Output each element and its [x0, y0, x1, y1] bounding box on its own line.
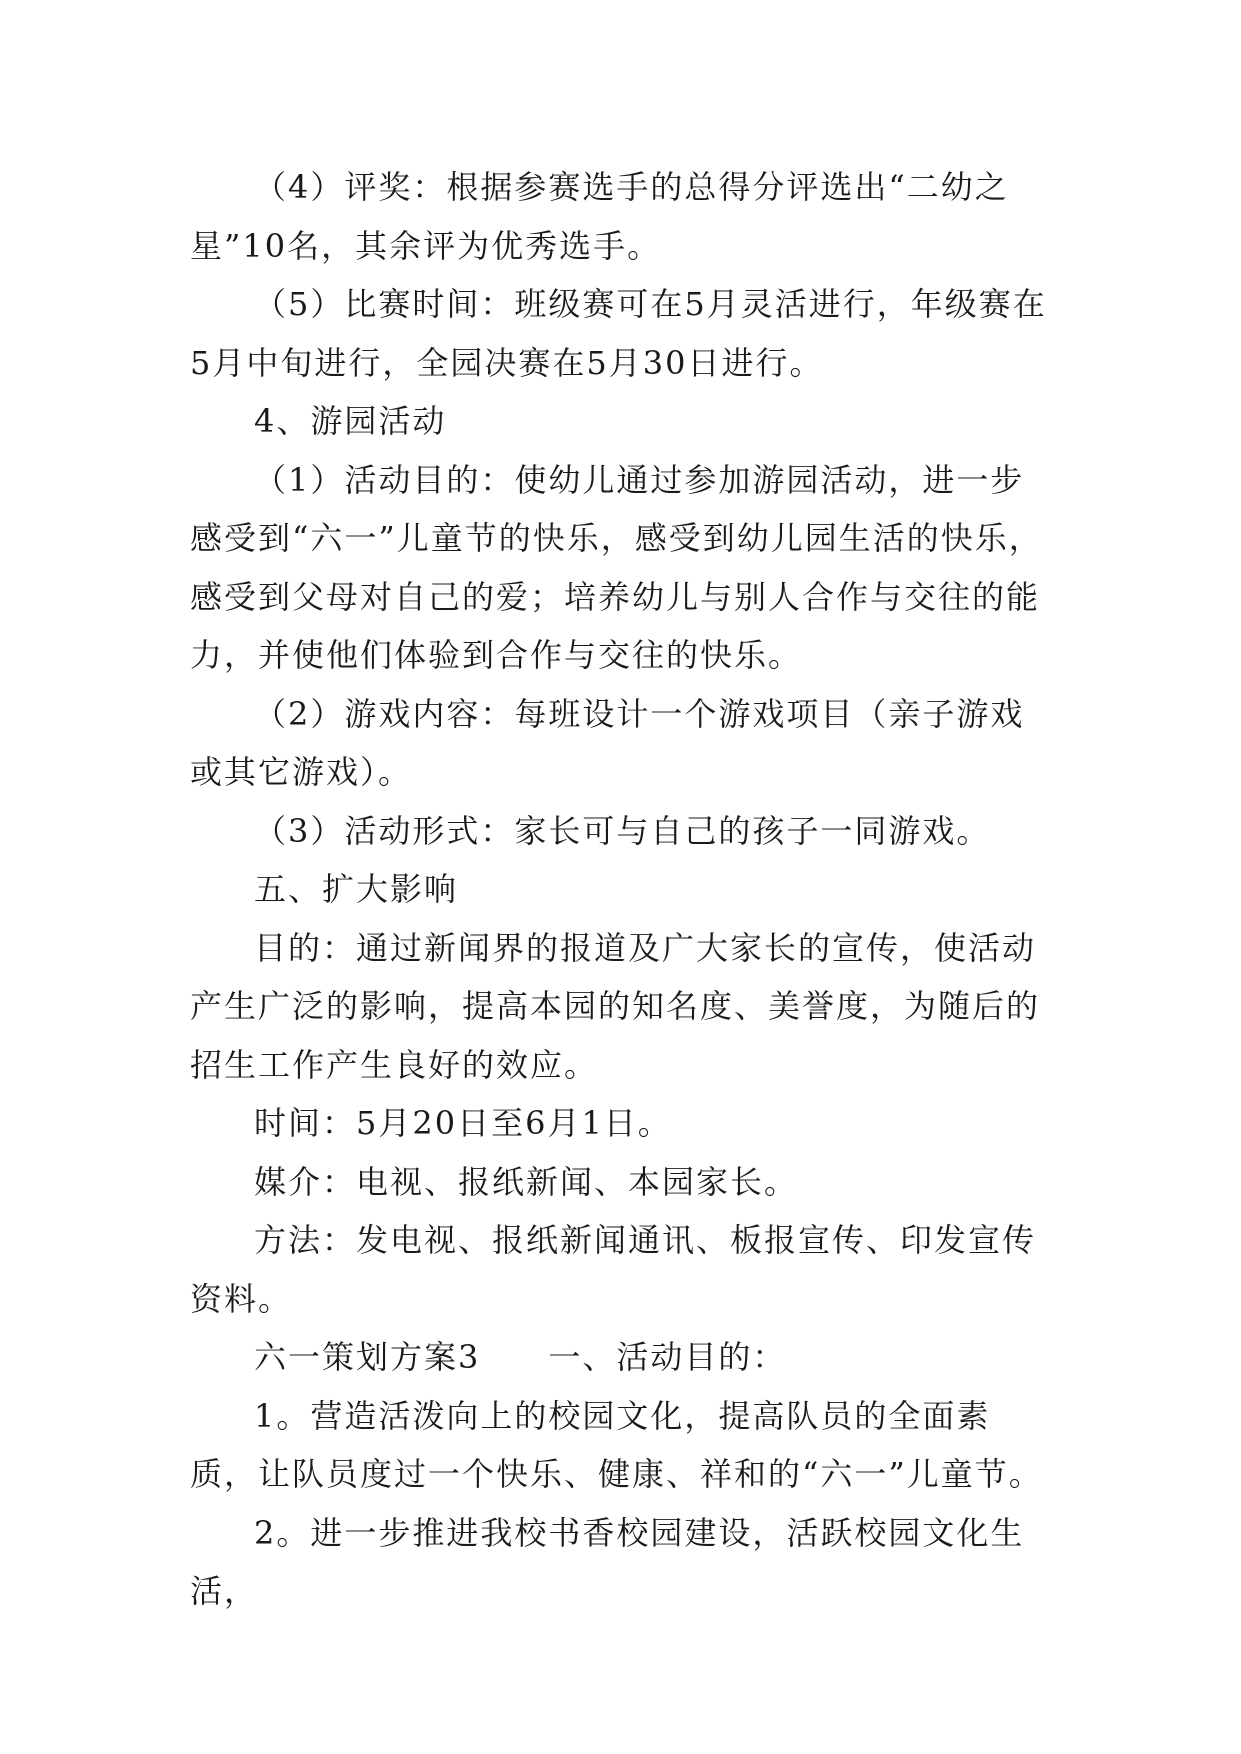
- paragraph-purpose: 目的：通过新闻界的报道及广大家长的宣传，使活动产生广泛的影响，提高本园的知名度、美誉度，为随后的招生工作产生良好的效应。: [190, 928, 1041, 1084]
- section-heading-garden-activity: 4、游园活动: [254, 402, 447, 440]
- paragraph-time: 时间：5月20日至6月1日。: [254, 1104, 672, 1142]
- paragraph-goal-2: 2。进一步推进我校书香校园建设，活跃校园文化生活，: [190, 1513, 1025, 1610]
- paragraph-competition-time: （5）比赛时间：班级赛可在5月灵活进行，年级赛在5月中旬进行，全园决赛在5月30日进行。: [190, 285, 1047, 382]
- section-heading-expand-influence: 五、扩大影响: [254, 870, 459, 908]
- paragraph-award: （4）评奖：根据参赛选手的总得分评选出“二幼之星”10名，其余评为优秀选手。: [190, 168, 1009, 265]
- paragraph-media: 媒介：电视、报纸新闻、本园家长。: [254, 1162, 799, 1201]
- paragraph-goal-1: 1。营造活泼向上的校园文化，提高队员的全面素质，让队员度过一个快乐、健康、祥和的“六一”儿童节。: [190, 1396, 1043, 1493]
- paragraph-activity-purpose: （1）活动目的：使幼儿通过参加游园活动，进一步感受到“六一”儿童节的快乐，感受到幼儿园生活的快乐，感受到父母对自己的爱；培养幼儿与别人合作与交往的能力，并使他们体验到合作与交往的快乐。: [190, 460, 1043, 674]
- document-body: [190, 158, 1050, 1621]
- section-heading-plan-3: 六一策划方案3 一、活动目的：: [254, 1338, 787, 1376]
- paragraph-method: 方法：发电视、报纸新闻通讯、板报宣传、印发宣传资料。: [190, 1221, 1037, 1318]
- paragraph-game-content: （2）游戏内容：每班设计一个游戏项目（亲子游戏或其它游戏）。: [190, 694, 1025, 791]
- paragraph-activity-form: （3）活动形式：家长可与自己的孩子一同游戏。: [254, 811, 991, 850]
